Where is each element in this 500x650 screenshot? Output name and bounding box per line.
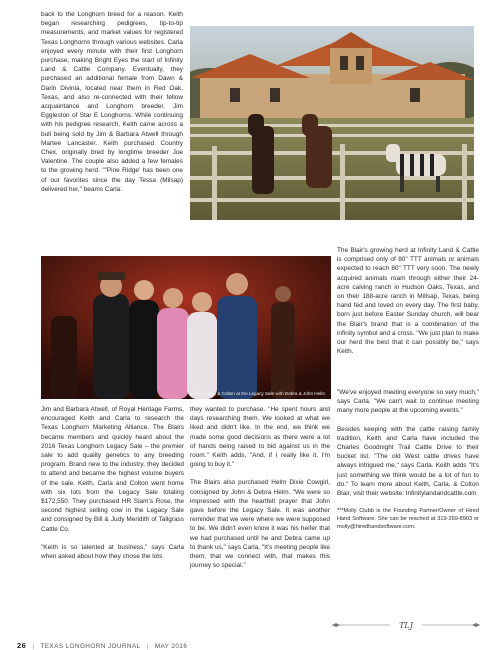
paragraph: "We've enjoyed meeting everyone so very much," says Carla. "We can't wait to continue meeting many more people at the upcoming events."	[337, 389, 479, 415]
photo-caption: Keith, Carla, & Colton at the Legacy Sale with Debra & John Helm	[190, 391, 325, 396]
paragraph: The Blair's growing herd at Infinity Land & Cattle is comprised only of 80" TTT animals or animals expected to reach 80" TTT very soon. The newly acquired animals roam through either their 24-acre calving ranch in Hudson Oaks, Texas, and on their 188-acre ranch in Millsap, Texas, being hand fed and loved on every day. The first baby, born just before Easter Sunday church, will bear the Blair's brand that is a combination of the infinity symbol and a cross. "We just plan to make our herd the best that it can possibly be," says Keith.	[337, 247, 479, 356]
footer-separator: |	[146, 643, 149, 650]
footer-separator: |	[32, 643, 35, 650]
article-column-3-bottom	[337, 388, 479, 540]
paragraph: Jim and Barbara Atwell, of Royal Heritage Farms, encouraged Keith and Carla to research the Texas Longhorn Marketing Alliance. The Blairs became members and quickly heard about the 2016 Texas Longhorn Legacy Sale – the premier sale to add quality genetics to any breeding program. Brand new to the industry, they decided to attend and became the highest volume buyers of the sale. Keith, Carla and Colton went home with six lots from the Legacy Sale totaling $172,550. They purchased HR Slam's Rose, the second highest selling cow in the Legacy Sale and consigned by Bill & Judy Meridith of Tallgrass Cattle Co.	[41, 406, 184, 533]
publication-name: TEXAS LONGHORN JOURNAL	[40, 643, 141, 650]
paragraph: Besides keeping with the cattle raising family tradition, Keith and Carla have included the Charles Goodnight Trail Cattle Drive to their bucket list. "The old West cattle drives have always intrigued me," says Carla. Keith adds "It's just something we think would be a lot of fun to do." To learn more about Keith, Carla, & Colton Blair, visit their website: Infinitylandandcattle.com	[337, 425, 479, 498]
author-footnote: ***Molly Clubb is the Founding Partner/Owner of Hired Hand Software. She can be reached at 319-269-8903 or molly@hiredhandsoftware.com.	[337, 508, 479, 531]
issue-date: MAY 2016	[154, 643, 188, 650]
paragraph: they wanted to purchase. "He spent hours and days researching them. We looked at what we liked and didn't like. In the end, we think we made some good decisions as there were a lot of hands being raised to bid against us in the room." Keith adds, "And, if I really like it, I'm going to buy it."	[190, 406, 330, 469]
paragraph: back to the Longhorn breed for a reason. Keith began researching pedigrees, tip-to-tip measurements, and market values for registered Texas Longhorns through various websites. Carla enjoyed every minute with their first Longhorn purchase, making Bright Eyes the start of Infinity Land & Cattle Company. Eventually, they purchased an additional female from Dawn & Darin Divinia, located near them in Red Oak, Texas, and also re-connected with their fellow acquaintance and Longhorn breeder, Jim Eggleston of Star E Longhorns. While continuing with his pedigree research, Keith came across a bull being sold by Jim & Barbara Atwell through Martee Lancaster. Keith purchased Country Chex, originally bred by longtime breeder Joe Valentine. The couple also added a few females to the growing herd. ""Pine Ridge' has been one of our favorites since the day Tessa (Milsap) delivered her," beams Carla.	[41, 11, 183, 193]
ornament-monogram: TLJ	[399, 621, 413, 630]
ranch-photo	[190, 26, 474, 220]
page-footer	[17, 641, 187, 650]
article-column-1-top	[41, 10, 183, 203]
paragraph: The Blairs also purchased Helm Dixie Cowgirl, consigned by John & Debra Helm. "We were so impressed with the heartfelt prayer that John gave before the Legacy Sale. It was another reminder that we were where we were supposed to be. We didn't even know it was his heifer that we had purchased until he and Debra came up to thank us," says Carla. "It's meeting people like them, that we connect with, that makes this journey so special."	[190, 479, 330, 570]
page-number: 26	[17, 641, 27, 650]
article-column-2-bottom	[190, 405, 330, 579]
tlj-ornament-icon	[332, 618, 480, 632]
legacy-sale-photo-image	[41, 256, 331, 399]
article-column-1-bottom	[41, 405, 184, 570]
ranch-photo-image	[190, 26, 474, 220]
legacy-sale-photo	[41, 256, 331, 399]
article-column-3-top	[337, 246, 479, 365]
paragraph: "Keith is so talented at business," says Carla when asked about how they chose the lots	[41, 543, 184, 561]
